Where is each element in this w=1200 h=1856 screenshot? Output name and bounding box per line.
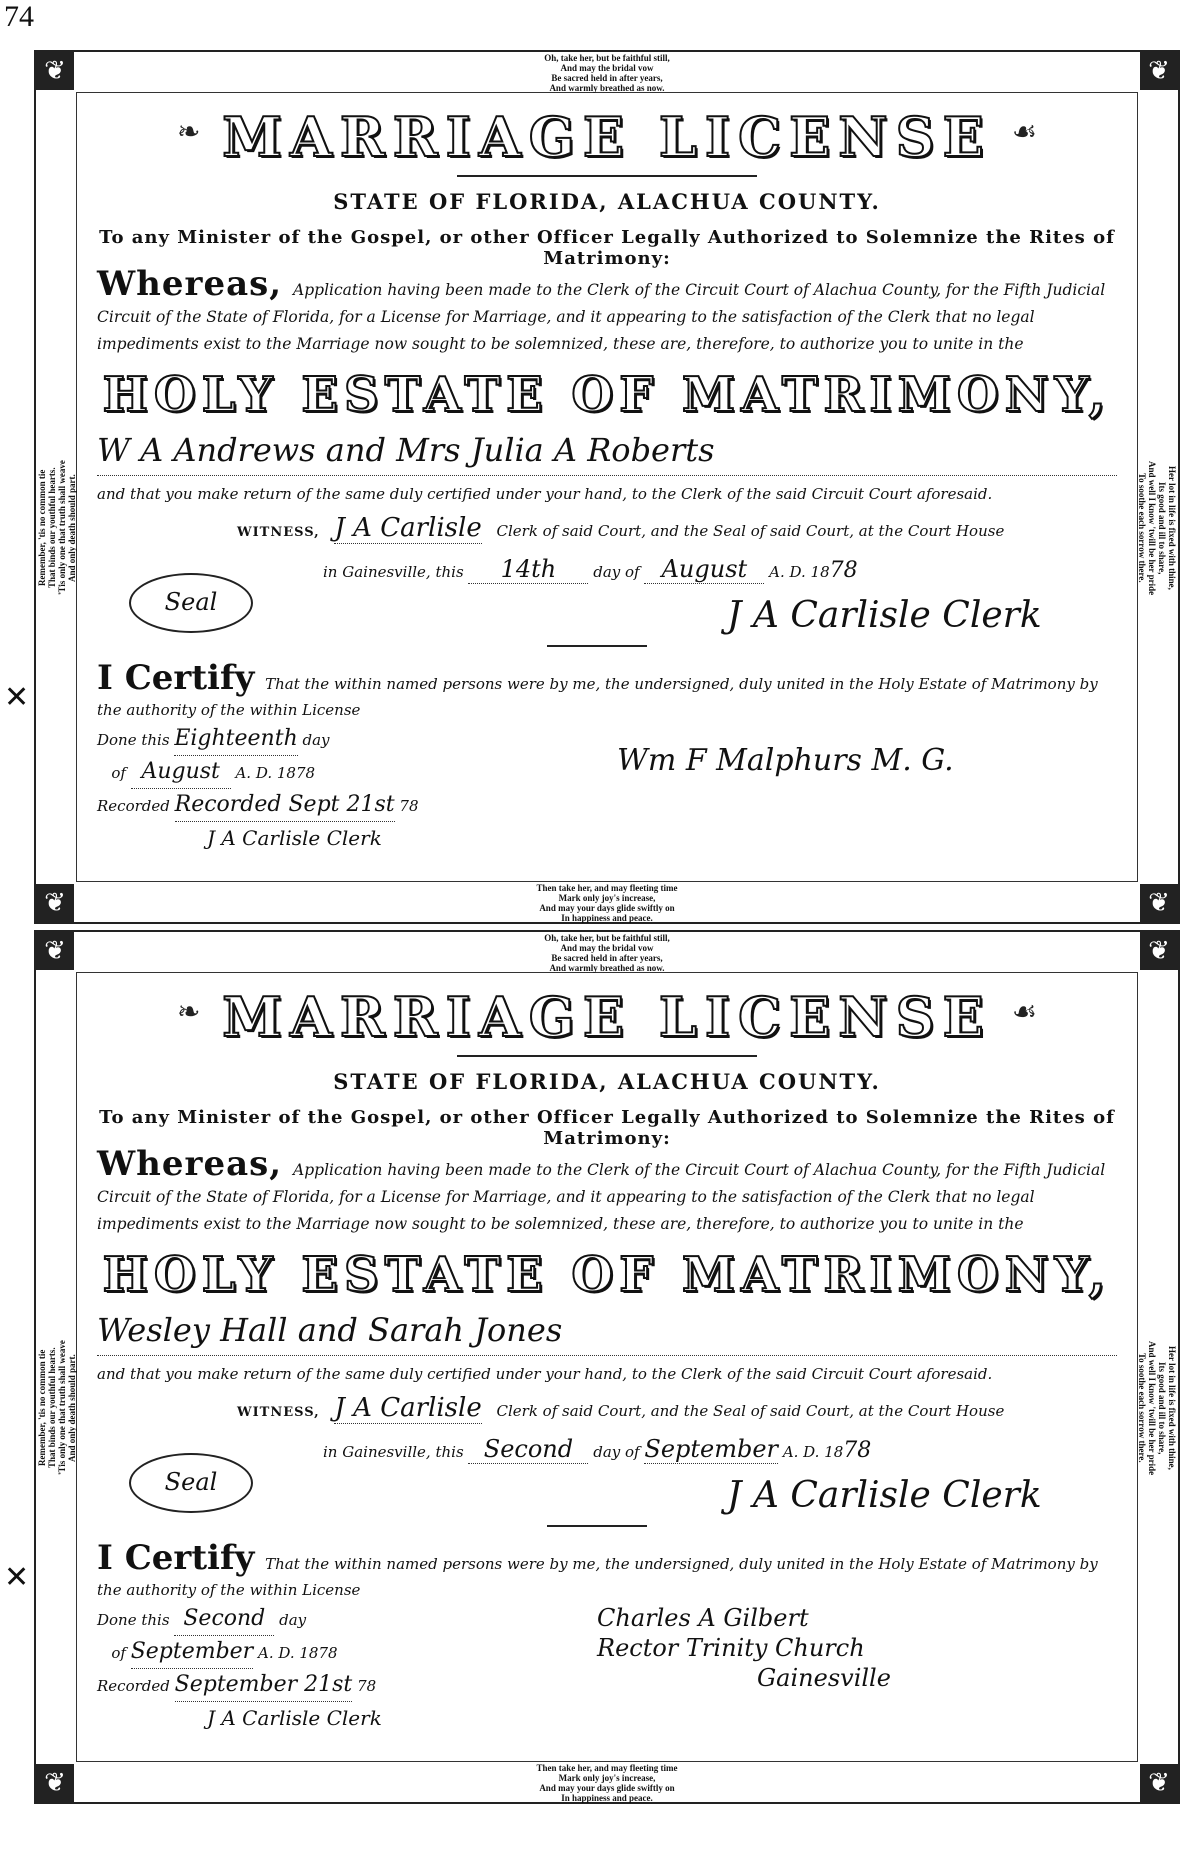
recorded-year: 78: [399, 797, 419, 815]
names-line: [97, 1311, 1117, 1356]
verse-right: Her lot in life is fixed with thine, Its good and ill to share, And well I know 'twill be her pride To soothe each sorrow there.: [1137, 1340, 1177, 1476]
divider: [547, 645, 647, 647]
date-line: [323, 555, 1117, 584]
license-title: MARRIAGE LICENSE: [222, 105, 992, 169]
couple-names: W A Andrews and Mrs Julia A Roberts: [97, 431, 715, 469]
x-mark: ✕: [4, 680, 30, 715]
witness-signature: J A Carlisle: [334, 513, 482, 543]
done-this-label: Done this: [97, 731, 170, 749]
license-year: 78: [843, 1438, 872, 1463]
verse-right: Her lot in life is fixed with thine, Its good and ill to share, And well I know 'twill be her pride To soothe each sorrow there.: [1137, 460, 1177, 596]
witness-label: WITNESS,: [237, 525, 320, 540]
verse-bottom: Then take her, and may fleeting time Mark only joy's increase, And may your days glide swiftly on In happiness and peace.: [536, 883, 678, 923]
whereas-word: Whereas,: [97, 1144, 283, 1184]
done-block: [97, 1603, 382, 1734]
verse-bottom: Then take her, and may fleeting time Mark only joy's increase, And may your days glide swiftly on In happiness and peace.: [536, 1763, 678, 1803]
seal: Seal: [129, 573, 253, 633]
license-month: September: [644, 1435, 779, 1463]
address-line: To any Minister of the Gospel, or other Officer Legally Authorized to Solemnize the Rites of Matrimony:: [99, 1107, 1115, 1149]
license-inner-frame: [37, 53, 1177, 923]
ornament-icon: ❦: [36, 1764, 74, 1802]
minister-signature: [597, 1603, 891, 1693]
done-month: September: [131, 1636, 254, 1669]
done-year: 78: [295, 764, 316, 782]
whereas-paragraph: [97, 264, 1117, 358]
of-label: of: [111, 764, 126, 782]
recorded-date: September 21st: [175, 1669, 353, 1702]
divider: [547, 1525, 647, 1527]
flourish-icon: ☙: [1011, 115, 1037, 148]
certify-paragraph: [97, 1538, 1117, 1603]
return-text: and that you make return of the same duly certified under your hand, to the Clerk of the said Circuit Court aforesaid.: [97, 1365, 993, 1383]
couple-names: Wesley Hall and Sarah Jones: [97, 1311, 563, 1349]
recorded-label: Recorded: [97, 1677, 170, 1695]
page-number: 74: [4, 0, 34, 33]
address-line: To any Minister of the Gospel, or other Officer Legally Authorized to Solemnize the Rites of Matrimony:: [99, 227, 1115, 269]
flourish-icon: ❧: [177, 115, 201, 148]
holy-estate-heading: HOLY ESTATE OF MATRIMONY,: [102, 1247, 1112, 1303]
ad-label: A. D. 18: [782, 1443, 844, 1461]
certify-word: I Certify: [97, 1538, 255, 1578]
license-inner-frame: [37, 933, 1177, 1803]
holy-estate-heading: HOLY ESTATE OF MATRIMONY,: [102, 367, 1112, 423]
return-text: and that you make return of the same duly certified under your hand, to the Clerk of the said Circuit Court aforesaid.: [97, 485, 993, 503]
gainesville-prefix: in Gainesville, this: [323, 563, 464, 581]
divider: [457, 1055, 757, 1057]
done-month: August: [131, 756, 231, 789]
witness-label: WITNESS,: [237, 1405, 320, 1420]
state-heading: STATE OF FLORIDA, ALACHUA COUNTY.: [333, 1069, 881, 1094]
certify-text: That the within named persons were by me, the undersigned, duly united in the Holy Estate of Matrimony by the authority of the within License: [97, 675, 1098, 719]
ad-label: A. D. 18: [769, 563, 830, 581]
done-year: 78: [318, 1644, 338, 1662]
ornament-icon: ❦: [1140, 52, 1178, 90]
ornament-icon: ❦: [36, 932, 74, 970]
recorded-label: Recorded: [97, 797, 170, 815]
seal: Seal: [129, 1453, 253, 1513]
names-line: [97, 431, 1117, 476]
marriage-license-1: [34, 50, 1180, 924]
whereas-word: Whereas,: [97, 264, 283, 304]
ornament-icon: ❦: [1140, 1764, 1178, 1802]
ad-label: A. D. 18: [235, 764, 296, 782]
date-line: [323, 1435, 1117, 1464]
recorded-signature: J A Carlisle Clerk: [207, 826, 382, 850]
witness-signature: J A Carlisle: [334, 1393, 482, 1423]
verse-left: Remember, 'tis no common tie That binds our youthful hearts. 'Tis only one that truth shall weave And only death should part.: [37, 460, 77, 596]
certify-word: I Certify: [97, 658, 255, 698]
day-label: day: [279, 1611, 307, 1629]
license-day: 14th: [468, 555, 588, 584]
verse-left: Remember, 'tis no common tie That binds our youthful hearts. 'Tis only one that truth shall weave And only death should part.: [37, 1340, 77, 1476]
flourish-icon: ❧: [177, 995, 201, 1028]
day-label: day: [302, 731, 330, 749]
license-title: MARRIAGE LICENSE: [222, 985, 992, 1049]
of-label: of: [111, 1644, 126, 1662]
recorded-year: 78: [357, 1677, 377, 1695]
ornament-icon: ❦: [36, 884, 74, 922]
witness-text: Clerk of said Court, and the Seal of said Court, at the Court House: [496, 522, 1005, 540]
clerk-signature: J A Carlisle Clerk: [727, 1475, 1042, 1516]
license-year: 78: [829, 558, 858, 583]
license-month: August: [644, 555, 764, 584]
ad-label: A. D. 18: [257, 1644, 319, 1662]
marriage-license-2: [34, 930, 1180, 1804]
ornament-icon: ❦: [36, 52, 74, 90]
verse-top: Oh, take her, but be faithful still, And may the bridal vow Be sacred held in after years, And warmly breathed as now.: [544, 53, 670, 93]
divider: [457, 175, 757, 177]
day-of-label: day of: [593, 1443, 640, 1461]
done-block: [97, 723, 419, 854]
license-day: Second: [468, 1435, 588, 1464]
verse-top: Oh, take her, but be faithful still, And may the bridal vow Be sacred held in after years, And warmly breathed as now.: [544, 933, 670, 973]
minister-signature: Wm F Malphurs M. G.: [617, 743, 954, 778]
clerk-signature: J A Carlisle Clerk: [727, 595, 1042, 636]
witness-line: [237, 1393, 1117, 1423]
done-this-label: Done this: [97, 1611, 170, 1629]
recorded-date: Recorded Sept 21st: [175, 789, 395, 822]
day-of-label: day of: [593, 563, 640, 581]
witness-line: [237, 513, 1117, 543]
whereas-text: Application having been made to the Clerk of the Circuit Court of Alachua County, for the Fifth Judicial Circuit of the State of Florida, for a License for Marriage, and it appearing to the satisfaction of the Clerk that no legal impediments exist to the Marriage now sought to be solemnized, these are, therefore, to authorize you to unite in the: [97, 1161, 1106, 1233]
minister-location: Gainesville: [757, 1664, 891, 1692]
minister-name: Charles A Gilbert: [597, 1604, 809, 1632]
ornament-icon: ❦: [1140, 932, 1178, 970]
state-heading: STATE OF FLORIDA, ALACHUA COUNTY.: [333, 189, 881, 214]
recorded-signature: J A Carlisle Clerk: [207, 1706, 382, 1730]
x-mark: ✕: [4, 1560, 30, 1595]
done-day: Second: [174, 1603, 274, 1636]
flourish-icon: ☙: [1011, 995, 1037, 1028]
gainesville-prefix: in Gainesville, this: [323, 1443, 464, 1461]
minister-title: Rector Trinity Church: [597, 1634, 865, 1662]
whereas-text: Application having been made to the Clerk of the Circuit Court of Alachua County, for the Fifth Judicial Circuit of the State of Florida, for a License for Marriage, and it appearing to the satisfaction of the Clerk that no legal impediments exist to the Marriage now sought to be solemnized, these are, therefore, to authorize you to unite in the: [97, 281, 1106, 353]
ornament-icon: ❦: [1140, 884, 1178, 922]
whereas-paragraph: [97, 1144, 1117, 1238]
done-day: Eighteenth: [174, 723, 297, 756]
certify-paragraph: [97, 658, 1117, 723]
certify-text: That the within named persons were by me, the undersigned, duly united in the Holy Estate of Matrimony by the authority of the within License: [97, 1555, 1098, 1599]
witness-text: Clerk of said Court, and the Seal of said Court, at the Court House: [496, 1402, 1005, 1420]
